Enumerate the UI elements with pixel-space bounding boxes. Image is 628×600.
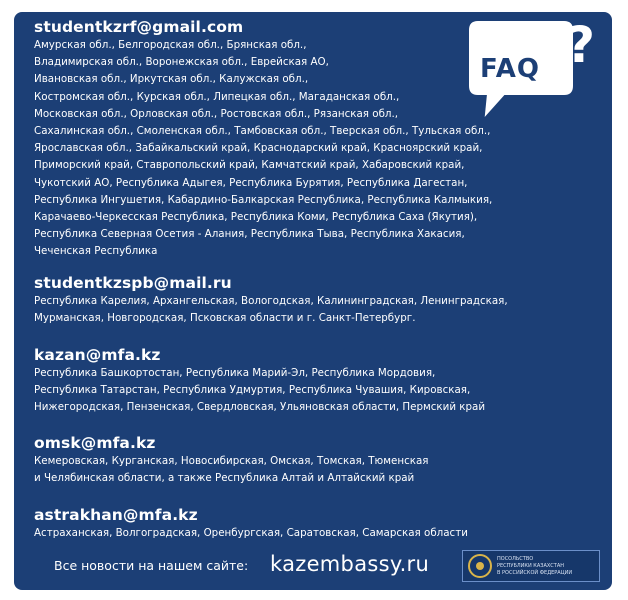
logo-line: В РОССИЙСКОЙ ФЕДЕРАЦИИ <box>497 570 573 576</box>
regions-line: Карачаево-Черкесская Республика, Республика Коми, Республика Саха (Якутия), <box>34 211 478 224</box>
regions-line: Кемеровская, Курганская, Новосибирская, Омская, Томская, Тюменская <box>34 455 429 467</box>
regions-line: Чукотский АО, Республика Адыгея, Республика Бурятия, Республика Дагестан, <box>34 176 468 189</box>
regions-line: Владимирская обл., Воронежская обл., Еврейская АО, <box>34 56 329 69</box>
regions-line: Чеченская Республика <box>34 245 158 258</box>
regions-line: Ярославская обл., Забайкальский край, Краснодарский край, Красноярский край, <box>34 142 483 155</box>
regions-line: Костромская обл., Курская обл., Липецкая обл., Магаданская обл., <box>34 90 400 103</box>
regions-line: Нижегородская, Пензенская, Свердловская, Ульяновская области, Пермский край <box>34 401 486 414</box>
website-link[interactable]: kazembassy.ru <box>270 552 430 576</box>
contact-section-russia <box>34 18 564 261</box>
logo-line: РЕСПУБЛИКИ КАЗАХСТАН <box>497 563 565 569</box>
contact-section-kazan <box>34 346 564 417</box>
regions-list <box>34 365 564 417</box>
logo-text <box>497 556 572 577</box>
logo-line: ПОСОЛЬСТВО <box>497 556 534 562</box>
regions-line: Республика Башкортостан, Республика Марий-Эл, Республика Мордовия, <box>34 367 436 379</box>
email-kazan[interactable]: kazan@mfa.kz <box>34 346 161 364</box>
faq-label: FAQ <box>480 54 541 84</box>
regions-list <box>34 453 564 487</box>
regions-line: Республика Ингушетия, Кабардино-Балкарская Республика, Республика Калмыкия, <box>34 193 493 206</box>
regions-list <box>34 293 564 327</box>
regions-list <box>34 525 564 542</box>
emblem-icon <box>468 554 492 578</box>
regions-line: Республика Карелия, Архангельская, Вологодская, Калининградская, Ленинградская, <box>34 295 508 307</box>
embassy-logo <box>462 550 600 582</box>
regions-line: Республика Северная Осетия - Алания, Республика Тыва, Республика Хакасия, <box>34 228 465 241</box>
email-astrakhan[interactable]: astrakhan@mfa.kz <box>34 506 198 524</box>
footer-news-text: Все новости на нашем сайте: <box>54 558 249 573</box>
question-mark-icon: ? <box>566 16 596 74</box>
email-studentkzspb[interactable]: studentkzspb@mail.ru <box>34 274 232 292</box>
contact-section-omsk <box>34 434 564 487</box>
regions-line: Мурманская, Новгородская, Псковская области и г. Санкт-Петербург. <box>34 312 416 325</box>
regions-line: Сахалинская обл., Смоленская обл., Тамбовская обл., Тверская обл., Тульская обл., <box>34 125 491 138</box>
contact-section-astrakhan <box>34 506 564 542</box>
regions-line: Астраханская, Волгоградская, Оренбургская, Саратовская, Самарская области <box>34 527 468 539</box>
regions-line: Московская обл., Орловская обл., Ростовская обл., Рязанская обл., <box>34 107 399 120</box>
email-omsk[interactable]: omsk@mfa.kz <box>34 434 156 452</box>
regions-line: Ивановская обл., Иркутская обл., Калужская обл., <box>34 73 309 86</box>
email-studentkzrf[interactable]: studentkzrf@gmail.com <box>34 18 244 36</box>
regions-line: Республика Татарстан, Республика Удмуртия, Республика Чувашия, Кировская, <box>34 384 471 397</box>
regions-line: и Челябинская области, а также Республика Алтай и Алтайский край <box>34 472 415 485</box>
regions-list <box>34 37 564 261</box>
info-panel <box>14 12 612 590</box>
regions-line: Приморский край, Ставропольский край, Камчатский край, Хабаровский край, <box>34 159 465 172</box>
regions-line: Амурская обл., Белгородская обл., Брянская обл., <box>34 39 307 51</box>
contact-section-spb <box>34 274 564 327</box>
